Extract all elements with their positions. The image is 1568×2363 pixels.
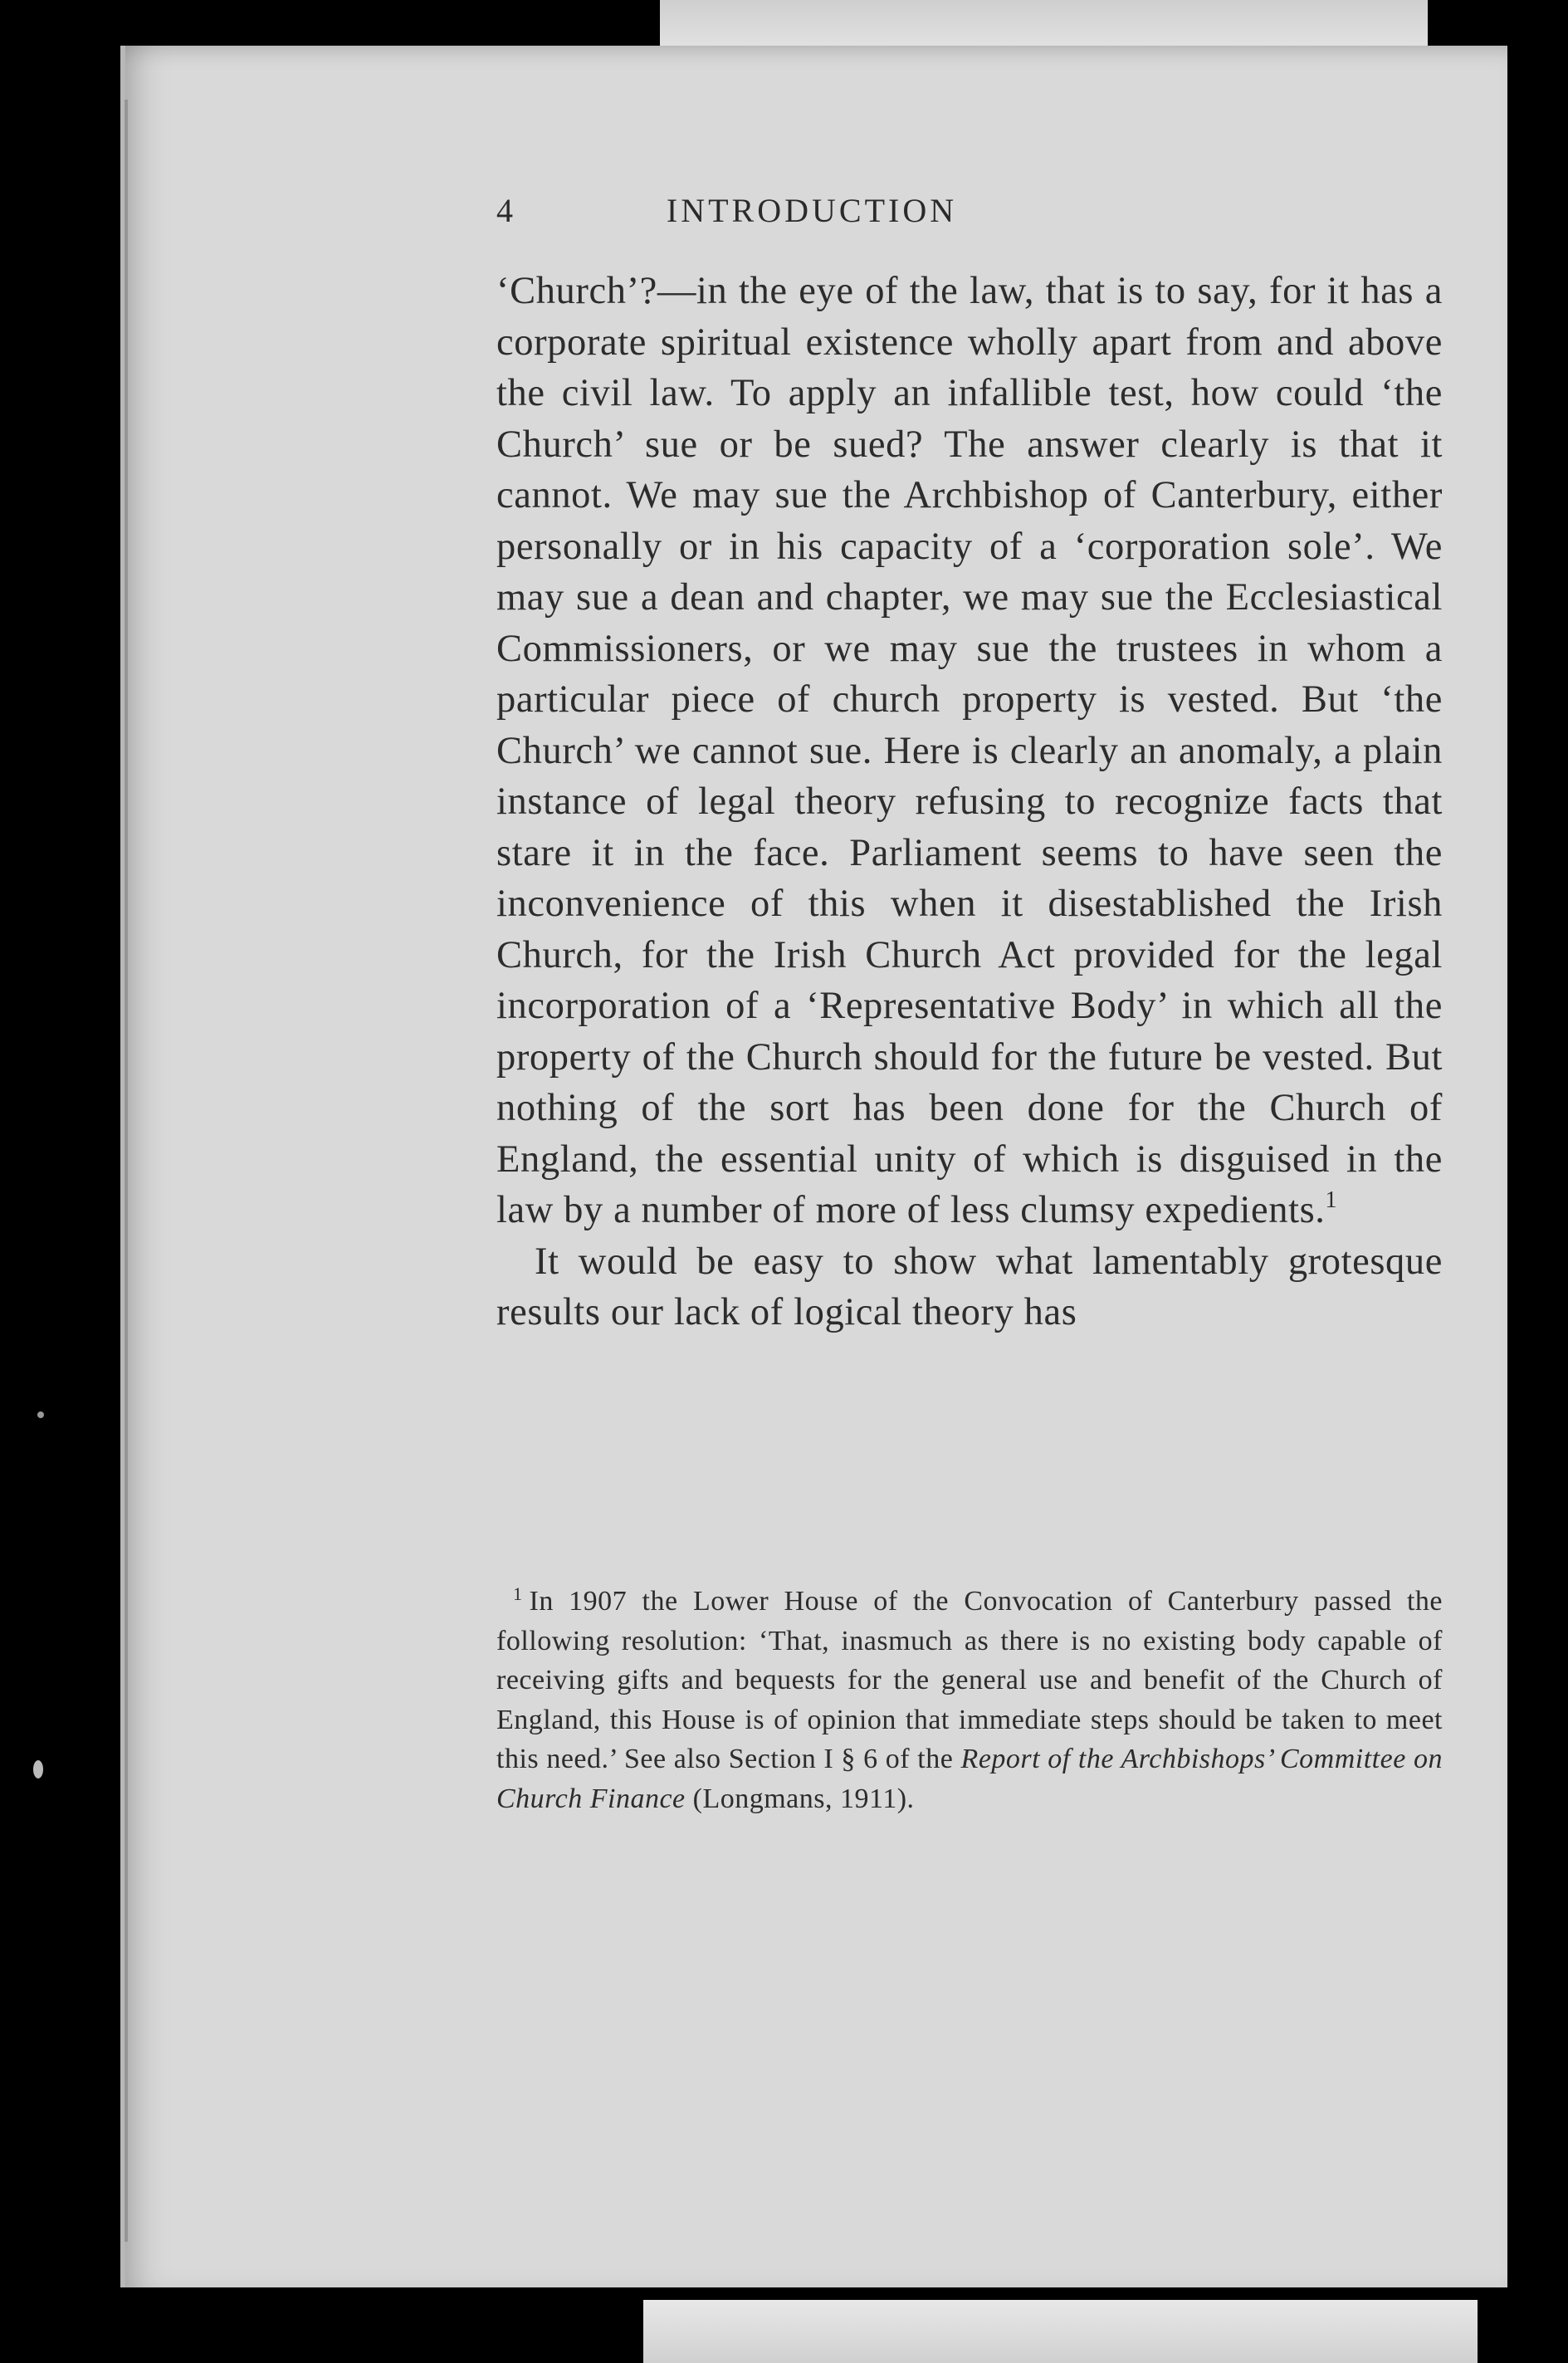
body-paragraph bbox=[496, 266, 1443, 1236]
footnote-cited-title: Report of the Archbishops’ Committee on Church Finance bbox=[496, 1744, 1443, 1814]
adjacent-page-bottom-edge bbox=[643, 2300, 1478, 2363]
footnote-mark: 1 bbox=[513, 1583, 523, 1604]
dust-speck bbox=[33, 1760, 43, 1778]
paragraph-1-text: ‘Church’?—in the eye of the law, that is to say, for it has a corporate spiritual existence wholly apart from and above the civil law. To apply an infallible test, how could ‘the Church’ sue or be sued? The answer clearly is that it cannot. We may sue the Archbishop of Canterbury, either personally or in his capacity of a ‘corporation sole’. We may sue a dean and chapter, we may sue the Ecclesiastical Commissioners, or we may sue the trustees in whom a particular piece of church property is vested. But ‘the Church’ we cannot sue. Here is clearly an anomaly, a plain instance of legal theory refusing to recognize facts that stare it in the face. Parliament seems to have seen the inconvenience of this when it disestablished the Irish Church, for the Irish Church Act provided for the legal incorporation of a ‘Representative Body’ in which all the property of the Church should for the future be vested. But nothing of the sort has been done for the Church of England, the essential unity of which is disguised in the law by a number of more of less clumsy expedients. bbox=[496, 270, 1443, 1231]
body-text bbox=[496, 266, 1443, 1338]
page-binding-edge bbox=[125, 100, 128, 2242]
body-paragraph: It would be easy to show what lamentably grotesque results our lack of logical theory has bbox=[496, 1240, 1443, 1333]
footnote-text: In 1907 the Lower House of the Convocation of Canterbury passed the following resolution: ‘That, inasmuch as there is no existing body capable of receiving gifts and bequests for the general use and benefit of the Church of England, this House is of opinion that immediate steps should be taken to meet this need.’ See also Section I § 6 of the bbox=[496, 1586, 1443, 1774]
dust-speck bbox=[37, 1411, 44, 1418]
page-number: 4 bbox=[496, 192, 516, 229]
running-head-title: INTRODUCTION bbox=[666, 192, 958, 229]
footnote-publisher: (Longmans, 1911). bbox=[692, 1783, 915, 1814]
footnote-reference: 1 bbox=[1325, 1187, 1338, 1213]
footnote bbox=[496, 1582, 1443, 1818]
running-head bbox=[496, 191, 1443, 241]
